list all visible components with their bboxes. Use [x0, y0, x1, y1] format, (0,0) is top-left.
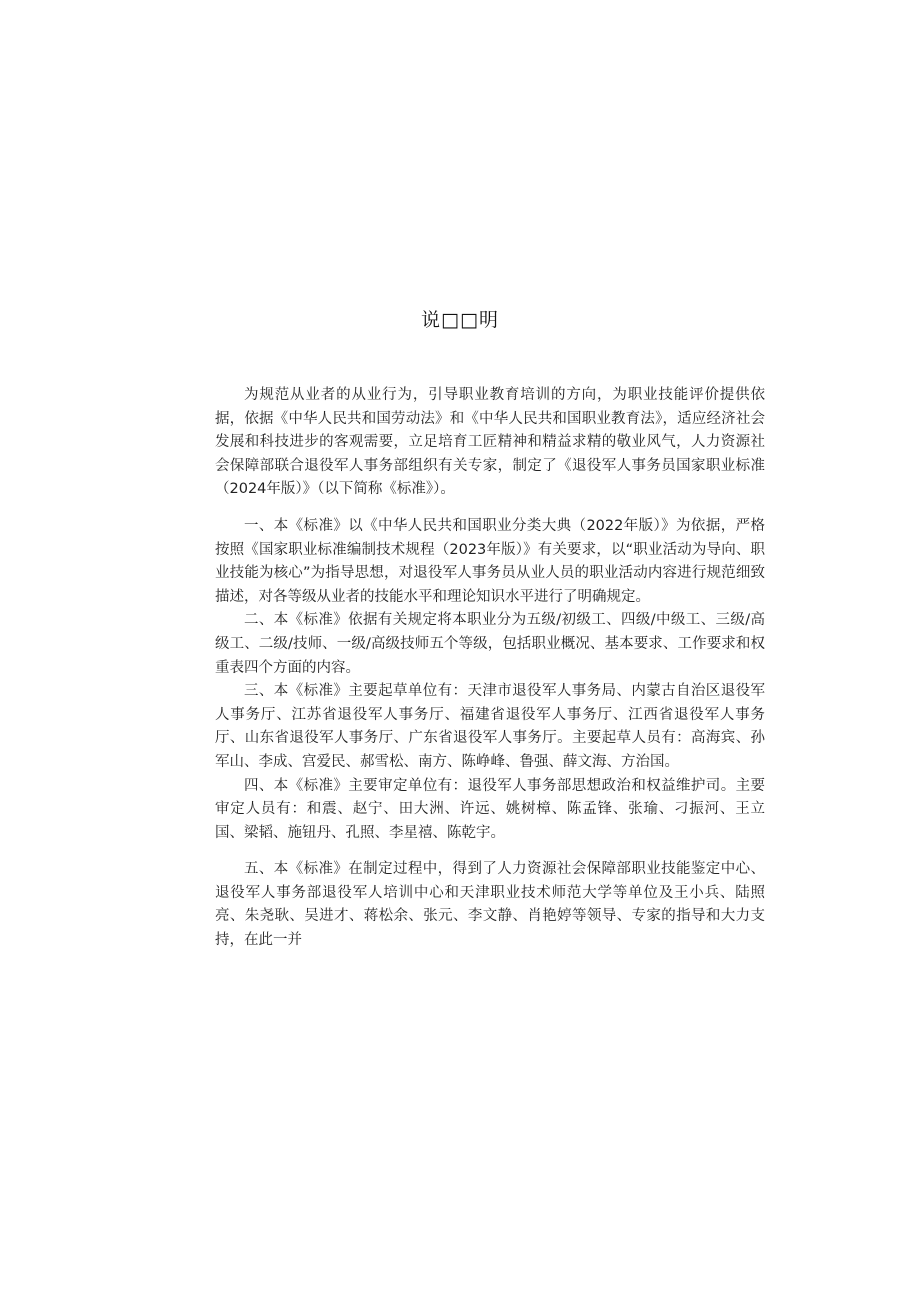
page-title: 说□□明: [421, 309, 499, 331]
intro-paragraph: 为规范从业者的从业行为，引导职业教育培训的方向，为职业技能评价提供依据，依据《中华人民共和国劳动法》和《中华人民共和国职业教育法》，适应经济社会发展和科技进步的客观需要，立足培育工匠精神和精益求精的敬业风气，人力资源社会保障部联合退役军人事务部组织有关专家，制定了《退役军人事务员国家职业标准（2024年版）》（以下简称《标准》）。: [215, 387, 765, 498]
clause-5-paragraph: 五、本《标准》在制定过程中，得到了人力资源社会保障部职业技能鉴定中心、退役军人事务部退役军人培训中心和天津职业技术师范大学等单位及王小兵、陆照亮、朱尧耿、吴进才、蒋松余、张元、李文静、肖艳婷等领导、专家的指导和大力支持，在此一并: [215, 861, 765, 949]
clause-4-paragraph: 四、本《标准》主要审定单位有：退役军人事务部思想政治和权益维护司。主要审定人员有：和震、赵宁、田大洲、许远、姚树樟、陈孟锋、张瑜、刁振河、王立国、梁韬、施钮丹、孔照、李星禧、陈乾宇。: [215, 777, 765, 841]
document-body: [215, 384, 765, 953]
clause-2-paragraph: 二、本《标准》依据有关规定将本职业分为五级/初级工、四级/中级工、三级/高级工、二级/技师、一级/高级技师五个等级，包括职业概况、基本要求、工作要求和权重表四个方面的内容。: [215, 612, 765, 676]
clause-3-paragraph: 三、本《标准》主要起草单位有：天津市退役军人事务局、内蒙古自治区退役军人事务厅、江苏省退役军人事务厅、福建省退役军人事务厅、江西省退役军人事务厅、山东省退役军人事务厅、广东省退役军人事务厅。主要起草人员有：高海宾、孙军山、李成、宫爱民、郝雪松、南方、陈峥峰、鲁强、薛文海、方治国。: [215, 683, 765, 770]
clause-1-paragraph: 一、本《标准》以《中华人民共和国职业分类大典（2022年版）》为依据，严格按照《国家职业标准编制技术规程（2023年版）》有关要求，以“职业活动为导向、职业技能为核心”为指导思想，对退役军人事务员从业人员的职业活动内容进行规范细致描述，对各等级从业者的技能水平和理论知识水平进行了明确规定。: [215, 517, 765, 605]
